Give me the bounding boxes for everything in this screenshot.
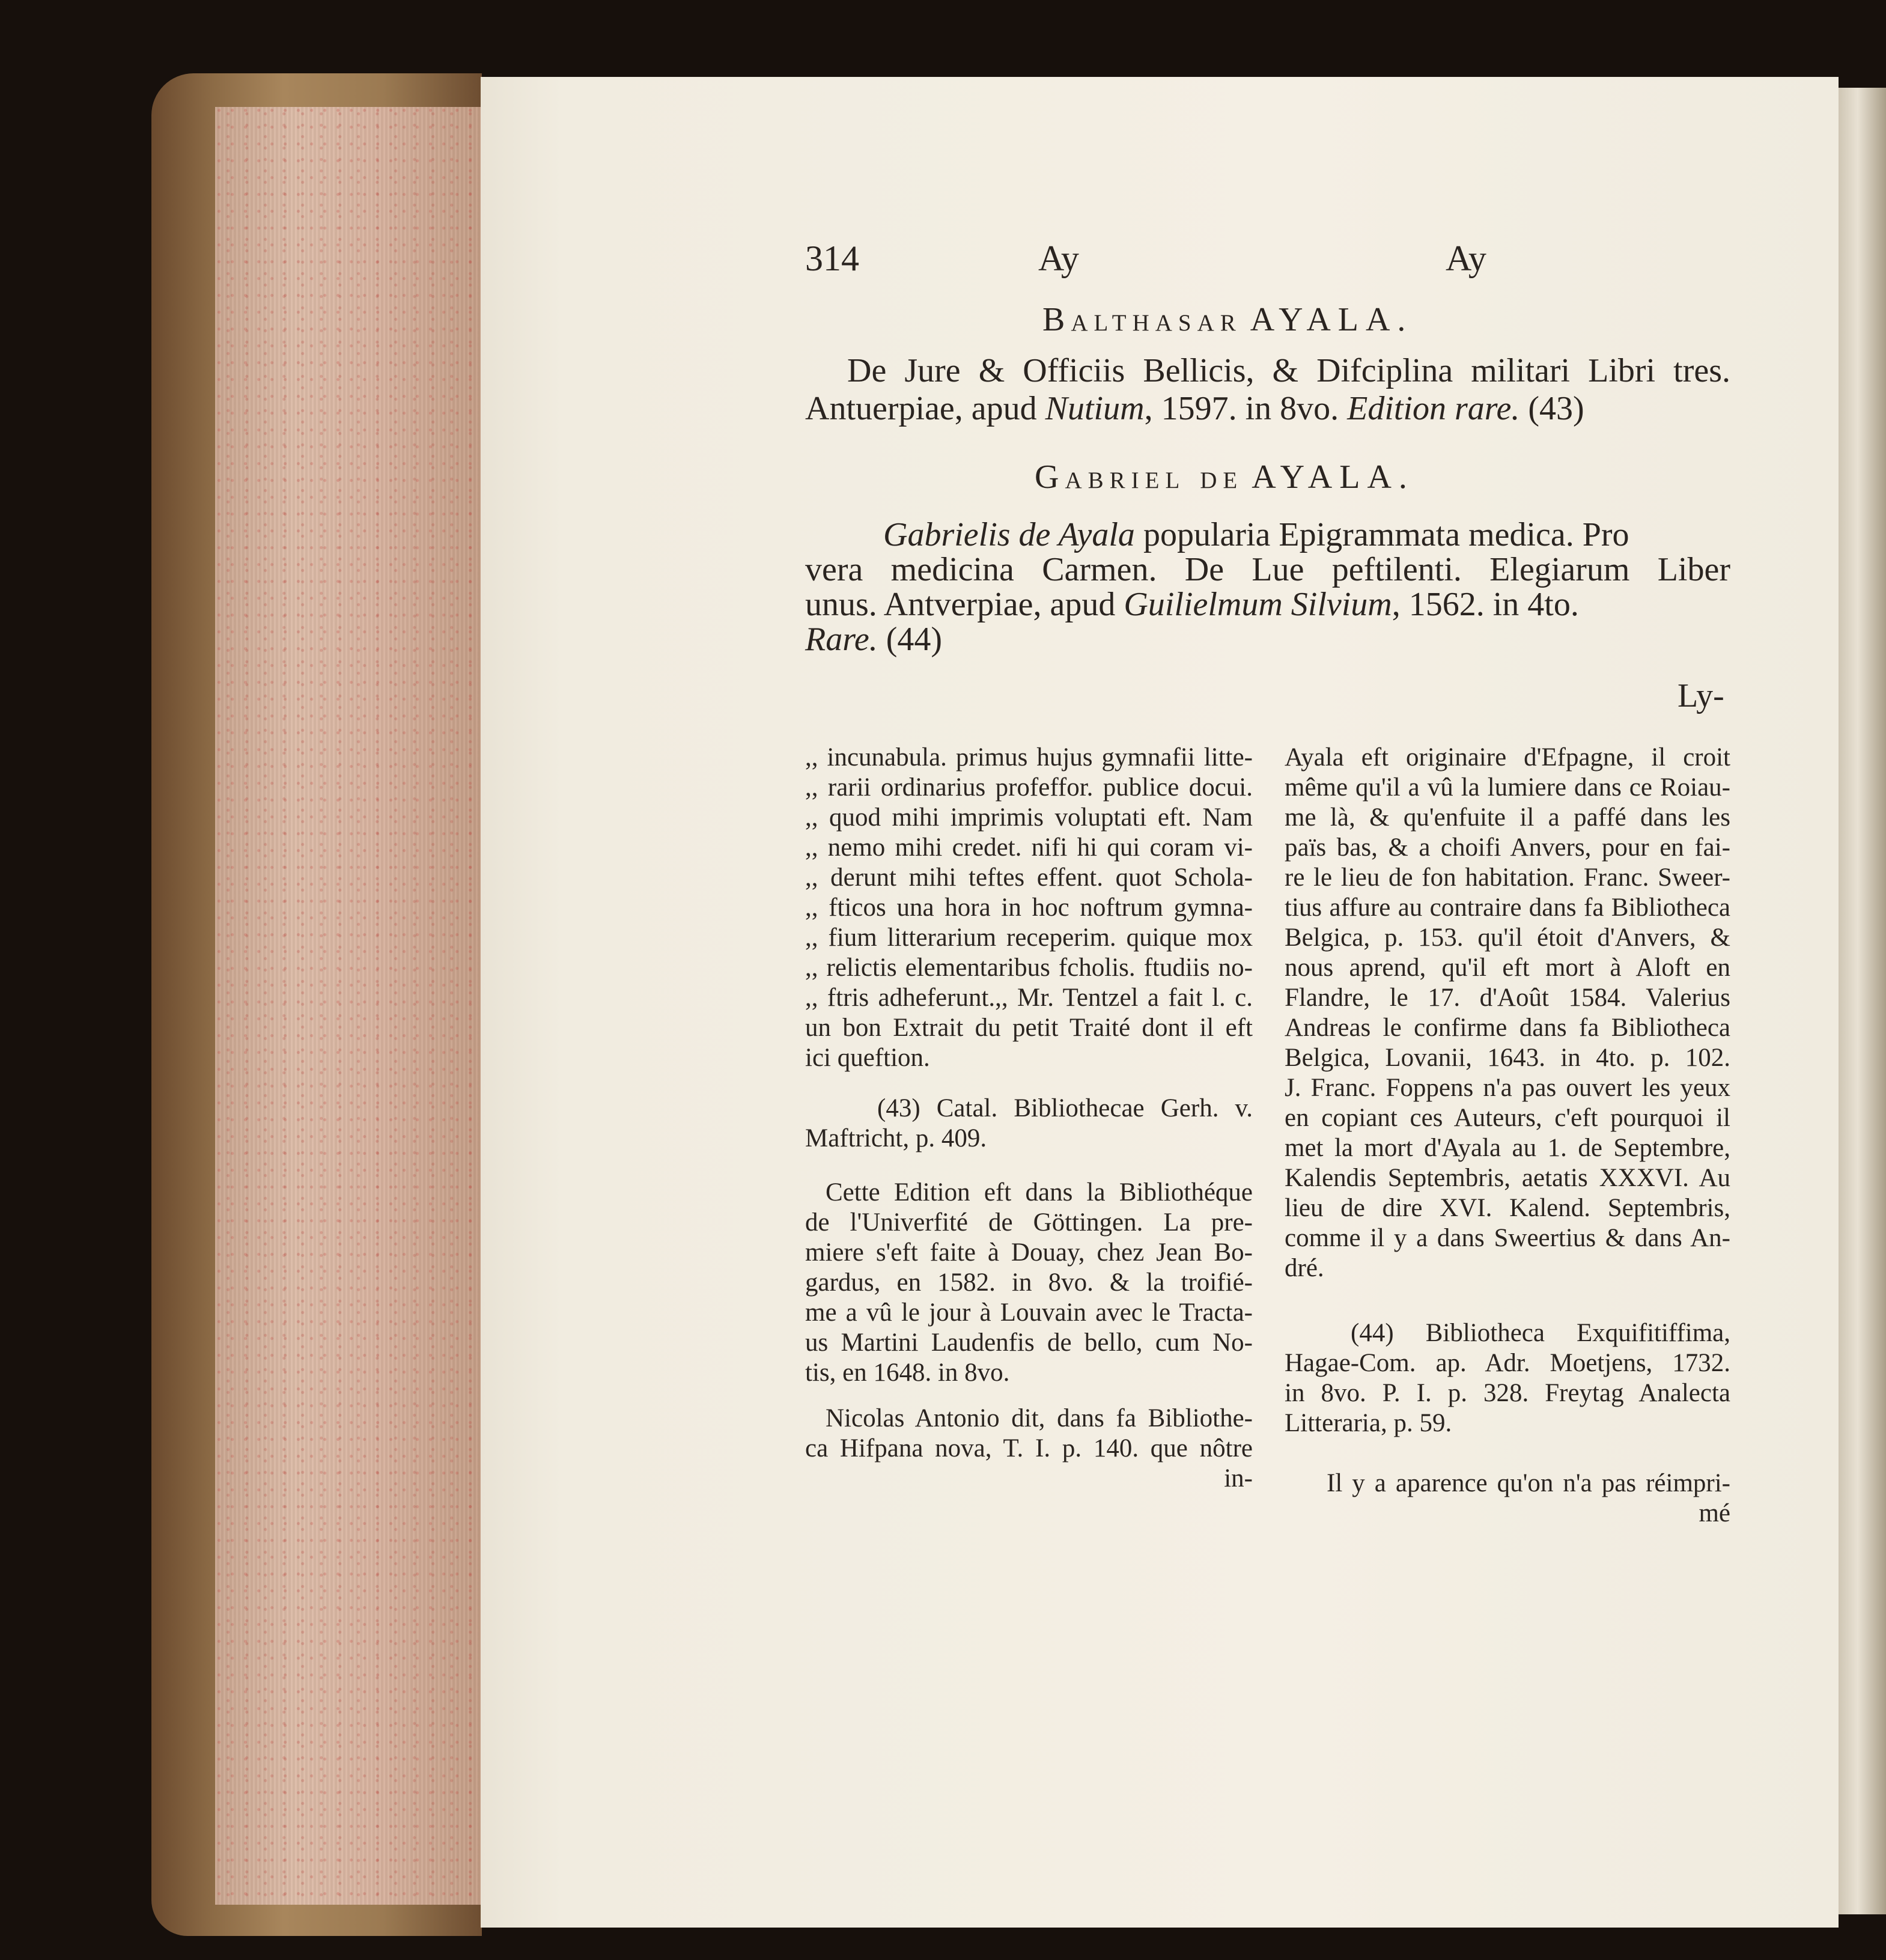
left-block-1 (805, 743, 1253, 1073)
text-line: Ayala eft originaire d'Efpagne, il croit (1285, 743, 1730, 772)
entry2-surname: AYALA. (1252, 458, 1414, 496)
text-line: ,, fticos una hora in hoc noftrum gymna- (805, 893, 1253, 922)
text-line: ,, derunt mihi teftes effent. quot Schola- (805, 863, 1253, 892)
text-line: en copiant ces Auteurs, c'eft pourquoi il (1285, 1104, 1730, 1132)
text-line: met la mort d'Ayala au 1. de Septembre, (1285, 1134, 1730, 1162)
page-block-edge (215, 107, 484, 1905)
text-line: ,, incunabula. primus hujus gymnafii litte- (805, 743, 1253, 772)
entry1-heading (1042, 300, 1413, 339)
right-block-1 (1285, 743, 1730, 1283)
text-line: Nicolas Antonio dit, dans fa Bibliothe- (826, 1404, 1253, 1432)
text-line: Hagae-Com. ap. Adr. Moetjens, 1732. (1285, 1349, 1730, 1377)
left-column (805, 743, 1253, 1494)
right-block-2 (1285, 1318, 1730, 1438)
entry2-line3: unus. Antverpiae, apud Guilielmum Silvium, 1562. in 4to. (805, 586, 1579, 623)
text-line: même qu'il a vû la lumiere dans ce Roiau- (1285, 773, 1730, 802)
entry2-forename: Gabriel de (1035, 458, 1244, 496)
text-line: miere s'eft faite à Douay, chez Jean Bo- (805, 1238, 1253, 1267)
text-line: ,, quod mihi imprimis voluptati eft. Nam (805, 803, 1253, 832)
text-line: (44) Bibliotheca Exquifitiffima, (1351, 1319, 1730, 1347)
text-line: Belgica, Lovanii, 1643. in 4to. p. 102. (1285, 1044, 1730, 1072)
text-line: ,, nemo mihi credet. nifi hi qui coram vi- (805, 833, 1253, 862)
text-line: (43) Catal. Bibliothecae Gerh. v. (877, 1094, 1253, 1122)
entry1-surname: AYALA. (1250, 301, 1413, 338)
entry1-line2: Antuerpiae, apud Nutium, 1597. in 8vo. Edition rare. (43) (805, 390, 1584, 427)
text-line: dré. (1285, 1254, 1324, 1282)
text-line: me a vû le jour à Louvain avec le Tracta- (805, 1298, 1253, 1327)
text-line: Flandre, le 17. d'Août 1584. Valerius (1285, 984, 1730, 1012)
text-line: Il y a aparence qu'on n'a pas réimpri- (1327, 1469, 1730, 1497)
right-catchword: mé (1699, 1499, 1730, 1527)
entry2-line2: vera medicina Carmen. De Lue peftilenti. Elegiarum Liber (805, 551, 1730, 588)
text-line: ,, rarii ordinarius profeffor. publice docui. (805, 773, 1253, 802)
facing-page-edge (1839, 88, 1886, 1914)
text-line: ,, relictis elementaribus fcholis. ftudiis no- (805, 954, 1253, 982)
entry2-line1: Gabrielis de Ayala popularia Epigrammata medica. Pro (883, 516, 1629, 553)
running-head-left: Ay (1038, 239, 1079, 278)
text-line: ici queftion. (805, 1044, 930, 1072)
text-line: comme il y a dans Sweertius & dans An- (1285, 1224, 1730, 1252)
text-line: Litteraria, p. 59. (1285, 1409, 1452, 1437)
text-line: ,, fium litterarium receperim. quique mox (805, 924, 1253, 952)
right-column (1285, 743, 1730, 1529)
entry2-line4: Rare. (44) (805, 621, 943, 658)
text-line: us Martini Laudenfis de bello, cum No- (805, 1328, 1253, 1357)
text-line: me là, & qu'enfuite il a paffé dans les (1285, 803, 1730, 832)
text-line: lieu de dire XVI. Kalend. Septembris, (1285, 1194, 1730, 1222)
text-line: gardus, en 1582. in 8vo. & la troifié- (805, 1268, 1253, 1297)
left-block-3 (805, 1178, 1253, 1388)
text-line: Andreas le confirme dans fa Bibliotheca (1285, 1014, 1730, 1042)
text-line: tis, en 1648. in 8vo. (805, 1359, 1010, 1387)
catchword: Ly- (1678, 677, 1724, 714)
text-line: de l'Univerfité de Göttingen. La pre- (805, 1208, 1253, 1237)
entry1-forename: Balthasar (1042, 301, 1242, 338)
running-head-right: Ay (1446, 239, 1486, 278)
text-line: un bon Extrait du petit Traité dont il eft (805, 1014, 1253, 1042)
left-block-2 (805, 1094, 1253, 1124)
text-line: Belgica, p. 153. qu'il étoit d'Anvers, & (1285, 924, 1730, 952)
left-block-4 (805, 1404, 1253, 1464)
text-line: nous aprend, qu'il eft mort à Aloft en (1285, 954, 1730, 982)
text-line: Kalendis Septembris, aetatis XXXVI. Au (1285, 1164, 1730, 1192)
text-line: païs bas, & a choifi Anvers, pour en fai- (1285, 833, 1730, 862)
entry2-heading (1035, 458, 1414, 496)
left-catchword: in- (1224, 1464, 1253, 1493)
right-block-3 (1285, 1468, 1730, 1499)
text-line: in 8vo. P. I. p. 328. Freytag Analecta (1285, 1379, 1730, 1407)
text-line: ,, ftris adheferunt.,, Mr. Tentzel a fait l. c. (805, 984, 1253, 1012)
text-line: Cette Edition eft dans la Bibliothéque (826, 1178, 1253, 1207)
text-line: Maftricht, p. 409. (805, 1124, 987, 1152)
text-line: tius affure au contraire dans fa Bibliotheca (1285, 893, 1730, 922)
text-line: J. Franc. Foppens n'a pas ouvert les yeux (1285, 1074, 1730, 1102)
text-line: re le lieu de fon habitation. Franc. Sweer- (1285, 863, 1730, 892)
text-line: ca Hifpana nova, T. I. p. 140. que nôtre (805, 1434, 1253, 1462)
page-number: 314 (805, 239, 859, 278)
entry1-line1: De Jure & Officiis Bellicis, & Difciplina militari Libri tres. (847, 352, 1730, 389)
